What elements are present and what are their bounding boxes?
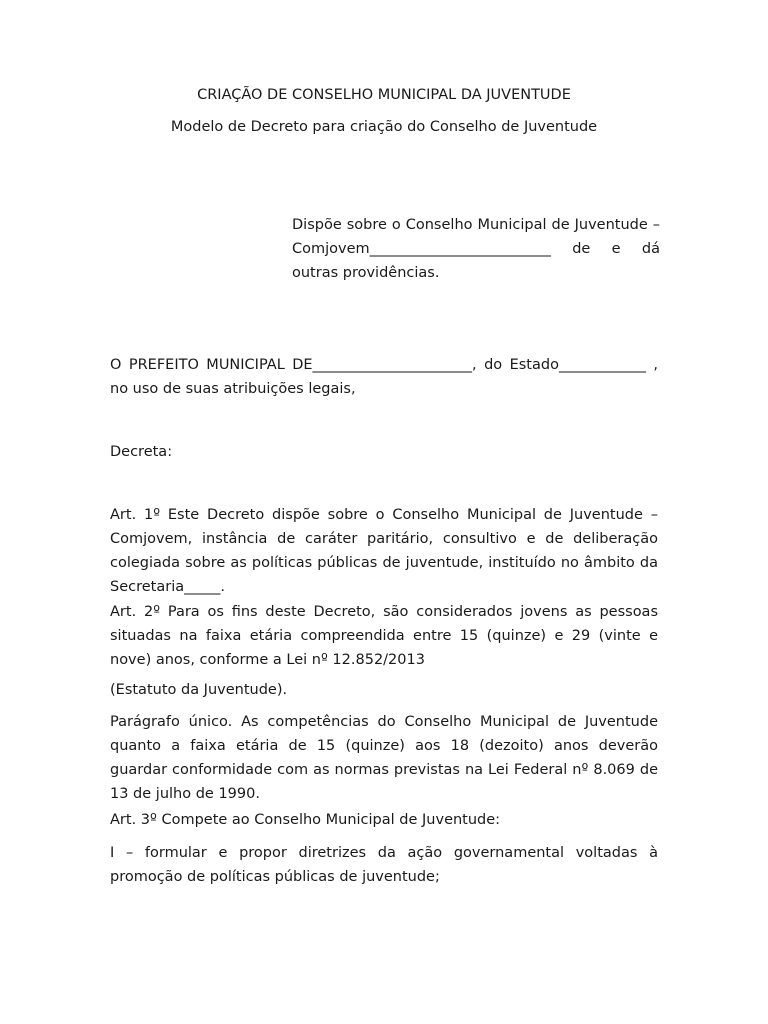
decreta-heading: Decreta: xyxy=(110,444,173,460)
preamble-paragraph: O PREFEITO MUNICIPAL DE______________________, do Estado____________ , no uso de suas atribuições legais, xyxy=(110,357,658,397)
ementa-line: Comjovem_________________________ de e dá xyxy=(292,241,660,257)
article-3: Art. 3º Compete ao Conselho Municipal de Juventude: xyxy=(110,812,501,828)
article-1: Art. 1º Este Decreto dispõe sobre o Conselho Municipal de Juventude – Comjovem, instância de caráter paritário, consultivo e de deliberação colegiada sobre as políticas públicas de juventude, instituído no âmbito da Secretaria_____. xyxy=(110,507,658,595)
document-subtitle: Modelo de Decreto para criação do Conselho de Juventude xyxy=(170,119,598,135)
ementa-line: Dispõe sobre o Conselho Municipal de Juventude – xyxy=(292,217,660,233)
paragrafo-unico: Parágrafo único. As competências do Conselho Municipal de Juventude quanto a faixa etária de 15 (quinze) aos 18 (dezoito) anos deverão guardar conformidade com as normas previstas na Lei Federal nº 8.069 de 13 de julho de 1990. xyxy=(110,714,658,802)
article-2-continuation: (Estatuto da Juventude). xyxy=(110,682,288,698)
article-3-inciso-1: I – formular e propor diretrizes da ação governamental voltadas à promoção de políticas públicas de juventude; xyxy=(110,845,658,885)
ementa-line: outras providências. xyxy=(292,265,440,281)
article-2: Art. 2º Para os fins deste Decreto, são considerados jovens as pessoas situadas na faixa etária compreendida entre 15 (quinze) e 29 (vinte e nove) anos, conforme a Lei nº 12.852/2013 xyxy=(110,604,658,668)
document-title: CRIAÇÃO DE CONSELHO MUNICIPAL DA JUVENTUDE xyxy=(197,87,571,103)
ementa xyxy=(292,213,660,285)
